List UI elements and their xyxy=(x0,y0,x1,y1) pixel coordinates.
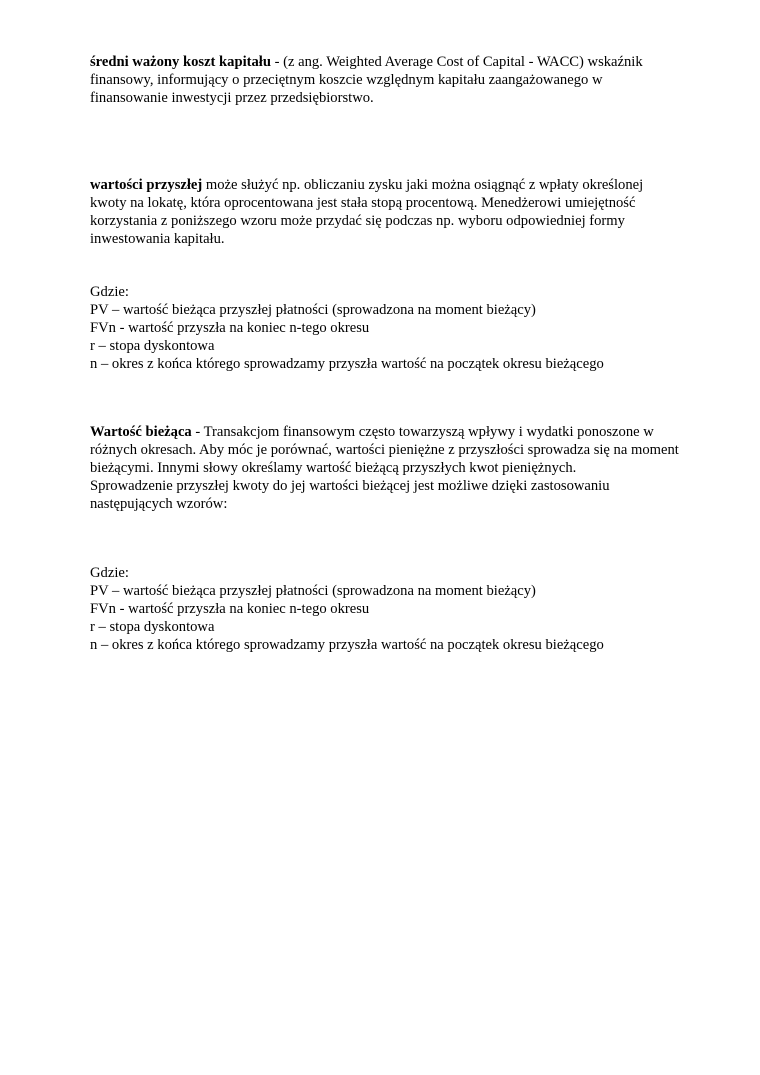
wacc-definition xyxy=(90,53,680,107)
future-value-text: może służyć np. obliczaniu zysku jaki można osiągnąć z wpłaty określonej kwoty na lokatę, która oprocentowana jest stała stopą procentową. Menedżerowi umiejętność korzystania z poniższego wzoru może przydać się podczas np. wyboru odpowiedniej formy inwestowania kapitału. xyxy=(90,177,644,247)
legend-line-r: r – stopa dyskontowa xyxy=(90,619,215,635)
legend-heading: Gdzie: xyxy=(90,565,129,581)
legend-line-pv: PV – wartość bieżąca przyszłej płatności (sprowadzona na moment bieżący) xyxy=(90,583,536,599)
wacc-paragraph xyxy=(90,53,680,107)
legend-block-1 xyxy=(90,283,680,373)
legend-line-fvn: FVn - wartość przyszła na koniec n-tego okresu xyxy=(90,601,370,617)
legend-line-pv: PV – wartość bieżąca przyszłej płatności (sprowadzona na moment bieżący) xyxy=(90,302,536,318)
future-value-term: wartości przyszłej xyxy=(90,177,203,193)
present-value-text-2: Sprowadzenie przyszłej kwoty do jej wartości bieżącej jest możliwe dzięki zastosowaniu następujących wzorów: xyxy=(90,478,610,512)
legend-heading: Gdzie: xyxy=(90,284,129,300)
future-value-paragraph xyxy=(90,176,680,248)
present-value-term: Wartość bieżąca xyxy=(90,424,192,440)
future-value-definition xyxy=(90,176,680,248)
legend-line-r: r – stopa dyskontowa xyxy=(90,338,215,354)
wacc-term: średni ważony koszt kapitału xyxy=(90,54,271,70)
legend-line-fvn: FVn - wartość przyszła na koniec n-tego okresu xyxy=(90,320,370,336)
wacc-text: - (z ang. Weighted Average Cost of Capital - WACC) wskaźnik finansowy, informujący o przeciętnym koszcie względnym kapitału zaangażowanego w finansowanie inwestycji przez przedsiębiorstwo. xyxy=(90,54,643,106)
present-value-definition xyxy=(90,423,680,477)
legend-line-n: n – okres z końca którego sprowadzamy przyszła wartość na początek okresu bieżącego xyxy=(90,356,604,372)
legend-block-2 xyxy=(90,564,680,654)
present-value-text: - Transakcjom finansowym często towarzyszą wpływy i wydatki ponoszone w różnych okresach. Aby móc je porównać, wartości pieniężne z przyszłości sprowadza się na moment bieżącymi. Innymi słowy określamy wartość bieżącą przyszłych kwot pieniężnych. xyxy=(90,424,679,476)
present-value-paragraph xyxy=(90,423,680,513)
legend-line-n: n – okres z końca którego sprowadzamy przyszła wartość na początek okresu bieżącego xyxy=(90,637,604,653)
